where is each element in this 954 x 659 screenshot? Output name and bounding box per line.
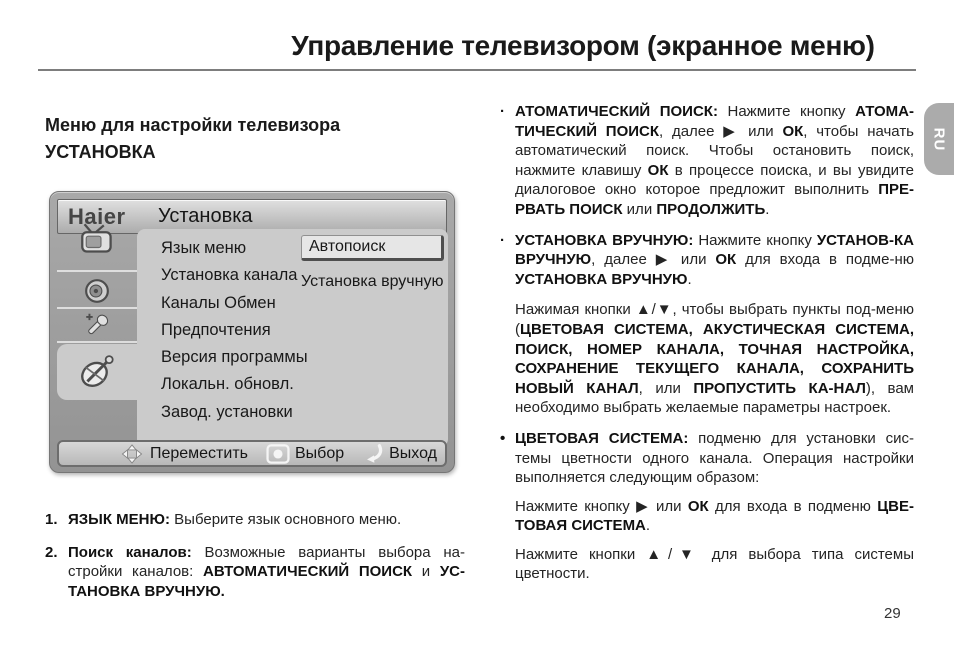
hint-select	[266, 444, 344, 464]
paragraph-body: УСТАНОВКА ВРУЧНУЮ: Нажмите кнопку УСТАНОВ-КА ВРУЧНУЮ, далее ▶ или ОК для входа в подме-ню УСТАНОВКА ВРУЧНУЮ.	[515, 231, 914, 288]
paragraph-body: АТОМАТИЧЕСКИЙ ПОИСК: Нажмите кнопку АТОМА-ТИЧЕСКИЙ ПОИСК, далее ▶ или ОК, чтобы начать автоматический поиск. Чтобы остановить поиск, нажмите клавишу ОК в процессе поиска, и вы увидите диалоговое окно которое предложит выполнить ПРЕ-РВАТЬ ПОИСК или ПРОДОЛЖИТЬ.	[515, 103, 914, 218]
tv-icon	[80, 223, 114, 255]
ok-button-icon	[266, 444, 290, 464]
dpad-icon	[119, 444, 145, 464]
sidebar-separator	[57, 270, 137, 272]
bullet-marker: ·	[500, 103, 505, 120]
hint-exit-label: Выход	[389, 444, 437, 462]
haier-logo: Haier	[68, 203, 126, 229]
paragraph-body: Нажмите кнопки ▲/▼ для выбора типа системы цветности.	[515, 545, 914, 583]
tv-menu-item[interactable]: Завод. установки	[161, 402, 293, 421]
tv-hint-bar	[57, 440, 447, 467]
paragraph-auto-search	[500, 102, 914, 220]
satellite-dish-icon	[78, 352, 118, 392]
selected-value-box[interactable]: Автопоиск	[301, 235, 444, 261]
item-number: 2.	[45, 543, 58, 561]
language-tab	[924, 103, 954, 175]
paragraph-color-system	[500, 429, 914, 488]
section-heading-line2: УСТАНОВКА	[45, 142, 156, 162]
section-heading	[45, 112, 340, 166]
item-body: Поиск каналов: Возможные варианты выбора на-стройки каналов: АВТОМАТИЧЕСКИЙ ПОИСК и УС-ТАНОВКА ВРУЧНУЮ.	[68, 543, 465, 600]
item-body: ЯЗЫК МЕНЮ: Выберите язык основного меню.	[68, 511, 402, 528]
page-title: Управление телевизором (экранное меню)	[291, 30, 875, 61]
secondary-value[interactable]: Установка вручную	[301, 273, 444, 290]
paragraph-body: Нажмите кнопку ▶ или ОК для входа в подменю ЦВЕ-ТОВАЯ СИСТЕМА.	[515, 497, 914, 535]
tv-menu-item[interactable]: Предпочтения	[161, 320, 271, 339]
speaker-icon	[84, 278, 110, 304]
paragraph-enter-submenu	[500, 497, 914, 536]
wrench-icon	[83, 311, 111, 339]
hint-exit	[362, 443, 437, 465]
tv-menu-panel	[137, 229, 448, 447]
right-column	[500, 102, 914, 593]
title-divider	[38, 69, 916, 71]
numbered-item-1	[45, 510, 465, 530]
paragraph-submenu-list	[500, 300, 914, 418]
paragraph-manual-install	[500, 231, 914, 290]
hint-move	[119, 444, 248, 464]
item-number: 1.	[45, 511, 58, 528]
sidebar-tab-sound[interactable]	[57, 276, 137, 306]
paragraph-body: Нажимая кнопки ▲/▼, чтобы выбрать пункты под-меню (ЦВЕТОВАЯ СИСТЕМА, АКУСТИЧЕСКАЯ СИСТЕМА, ПОИСК, НОМЕР КАНАЛА, ТОЧНАЯ НАСТРОЙКА, СОХРАНЕНИЕ ТЕКУЩЕГО КАНАЛА, СОХРАНИТЬ НОВЫЙ КАНАЛ, или ПРОПУСТИТЬ КА-НАЛ), вам необходимо выбрать желаемые параметры настроек.	[515, 301, 914, 417]
hint-select-label: Выбор	[294, 444, 345, 462]
numbered-list	[45, 510, 465, 601]
sidebar-tab-settings[interactable]	[57, 310, 137, 340]
sidebar-separator	[57, 341, 137, 343]
paragraph-select-type	[500, 545, 914, 584]
bullet-marker: •	[500, 429, 506, 447]
tv-menu-item[interactable]: Установка канала	[161, 266, 298, 285]
tv-menu-item[interactable]: Язык меню	[161, 239, 247, 257]
tv-menu-item[interactable]: Каналы Обмен	[161, 293, 276, 312]
sidebar-tab-channel[interactable]	[57, 216, 137, 262]
exit-arrow-icon	[362, 443, 384, 465]
paragraph-body: ЦВЕТОВАЯ СИСТЕМА: подменю для установки сис-темы цветности одного канала. Операция настройки выполняется следующим образом:	[515, 429, 914, 487]
hint-move-label: Переместить	[149, 444, 248, 462]
language-tab-label: RU	[930, 127, 948, 151]
tv-menu-item[interactable]: Версия программы	[161, 348, 308, 367]
page-number: 29	[884, 605, 901, 622]
section-heading-line1: Меню для настройки телевизора	[45, 115, 341, 135]
sidebar-tab-install-selected[interactable]	[57, 344, 139, 400]
tv-menu-item[interactable]: Локальн. обновл.	[161, 375, 294, 394]
tv-menu-title: Установка	[158, 205, 253, 227]
tv-osd-menu	[49, 191, 455, 473]
numbered-item-2	[45, 543, 465, 602]
bullet-marker: ·	[500, 231, 505, 249]
sidebar-separator	[57, 307, 137, 309]
